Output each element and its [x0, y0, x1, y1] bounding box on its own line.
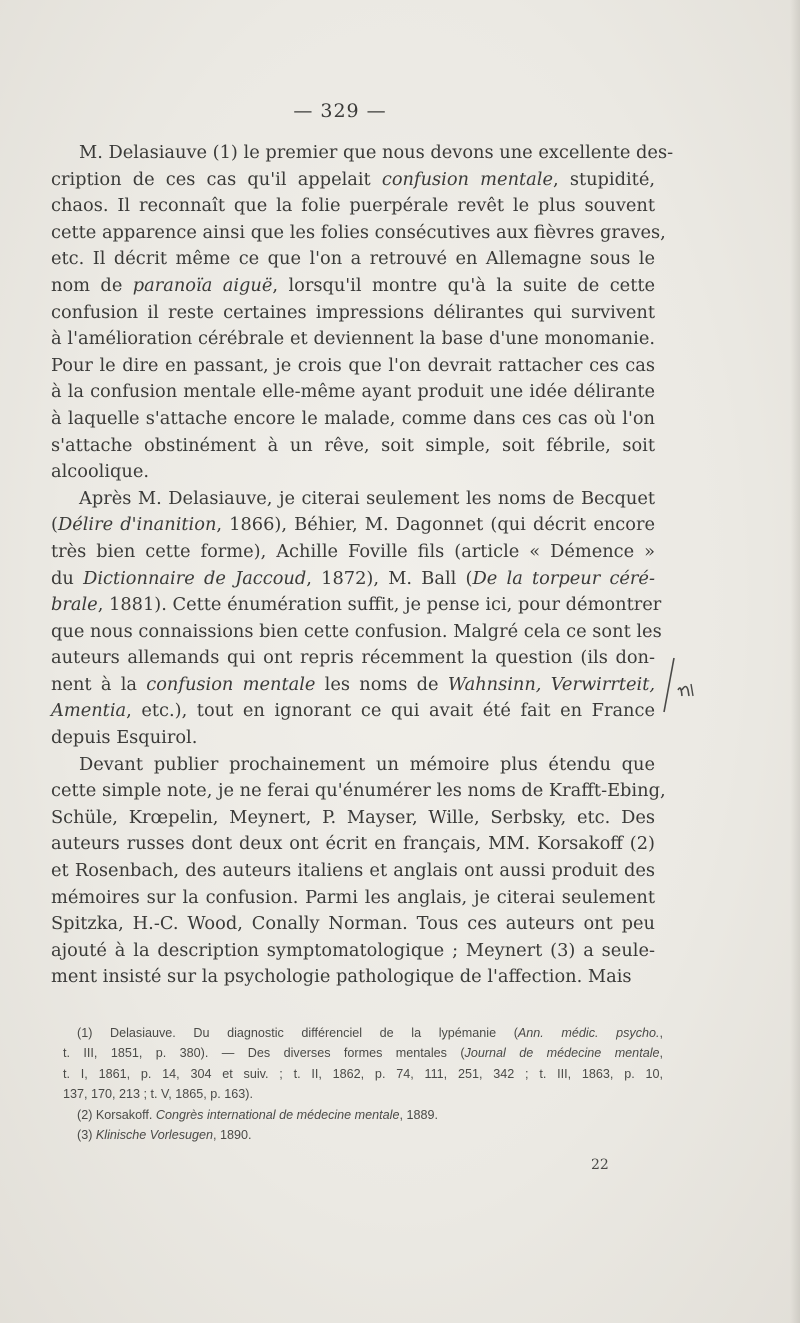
text-line: à laquelle s'attache encore le malade, comme dans ces cas où l'on	[51, 407, 655, 429]
text-line: confusion il reste certaines impressions délirantes qui survivent	[51, 301, 655, 323]
footnote-line: t. I, 1861, p. 14, 304 et suiv. ; t. II, 1862, p. 74, 111, 251, 342 ; t. III, 1863, p. 10,	[63, 1066, 663, 1081]
text-line: depuis Esquirol.	[51, 727, 198, 749]
text-line: ajouté à la description symptomatologique ; Meynert (3) a seule-	[51, 939, 655, 961]
text-line: M. Delasiauve (1) le premier que nous devons une excellente des-	[79, 142, 674, 163]
text-line: très bien cette forme), Achille Foville fils (article « Démence »	[51, 540, 655, 562]
paragraph-1	[51, 140, 674, 486]
text-line: du Dictionnaire de Jaccoud, 1872), M. Ball (De la torpeur céré-	[51, 567, 655, 589]
text-line: Amentia, etc.), tout en ignorant ce qui avait été fait en France	[51, 700, 655, 722]
paragraph-3	[51, 752, 666, 991]
text-line: Après M. Delasiauve, je citerai seulement les noms de Becquet	[79, 487, 655, 509]
text-line: ment insisté sur la psychologie pathologique de l'affection. Mais	[51, 966, 632, 988]
text-line: alcoolique.	[51, 461, 150, 483]
text-line: brale, 1881). Cette énumération suffit, je pense ici, pour démontrer	[51, 594, 662, 616]
main-text	[51, 140, 674, 991]
text-line: cription de ces cas qu'il appelait confusion mentale, stupidité,	[51, 168, 655, 190]
signature-mark: 22	[591, 1157, 609, 1173]
page-edge-shadow	[790, 0, 800, 1323]
text-line: chaos. Il reconnaît que la folie puerpérale revêt le plus souvent	[51, 195, 655, 217]
text-line: que nous connaissions bien cette confusion. Malgré cela ce sont les	[51, 620, 662, 642]
text-line: Spitzka, H.-C. Wood, Conally Norman. Tous ces auteurs ont peu	[51, 913, 655, 935]
text-line: auteurs allemands qui ont repris récemment la question (ils don-	[51, 647, 655, 669]
text-line: cette simple note, je ne ferai qu'énumérer les noms de Krafft-Ebing,	[51, 780, 666, 802]
footnote-line: 137, 170, 213 ; t. V, 1865, p. 163).	[63, 1087, 253, 1102]
text-line: nent à la confusion mentale les noms de Wahnsinn, Verwirrteit,	[51, 673, 656, 695]
paragraph-2	[51, 486, 662, 752]
footnotes	[63, 1023, 663, 1145]
text-line: (Délire d'inanition, 1866), Béhier, M. Dagonnet (qui décrit encore	[51, 514, 655, 536]
footnote-line: (3) Klinische Vorlesugen, 1890.	[77, 1128, 252, 1143]
footnote-line: (1) Delasiauve. Du diagnostic différenciel de la lypémanie (Ann. médic. psycho.,	[77, 1026, 663, 1040]
text-line: nom de paranoïa aiguë, lorsqu'il montre qu'à la suite de cette	[51, 274, 656, 296]
text-line: auteurs russes dont deux ont écrit en français, MM. Korsakoff (2)	[51, 833, 655, 855]
text-line: et Rosenbach, des auteurs italiens et anglais ont aussi produit des	[51, 860, 655, 882]
text-line: s'attache obstinément à un rêve, soit simple, soit fébrile, soit	[51, 434, 655, 456]
text-line: Schüle, Krœpelin, Meynert, P. Mayser, Wille, Serbsky, etc. Des	[51, 806, 655, 828]
page-number: — 329 —	[293, 100, 387, 122]
text-line: mémoires sur la confusion. Parmi les anglais, je citerai seulement	[51, 886, 655, 908]
footnote-line: (2) Korsakoff. Congrès international de médecine mentale, 1889.	[77, 1107, 439, 1122]
handwritten-margin-mark	[660, 650, 710, 720]
text-line: Pour le dire en passant, je crois que l'on devrait rattacher ces cas	[51, 354, 655, 376]
text-line: à la confusion mentale elle-même ayant produit une idée délirante	[51, 381, 655, 403]
text-line: Devant publier prochainement un mémoire plus étendu que	[79, 753, 655, 775]
text-line: cette apparence ainsi que les folies consécutives aux fièvres graves,	[51, 221, 666, 243]
text-line: etc. Il décrit même ce que l'on a retrouvé en Allemagne sous le	[51, 248, 655, 270]
text-line: à l'amélioration cérébrale et deviennent la base d'une monomanie.	[51, 328, 655, 350]
footnote-line: t. III, 1851, p. 380). — Des diverses formes mentales (Journal de médecine mentale,	[63, 1046, 663, 1061]
